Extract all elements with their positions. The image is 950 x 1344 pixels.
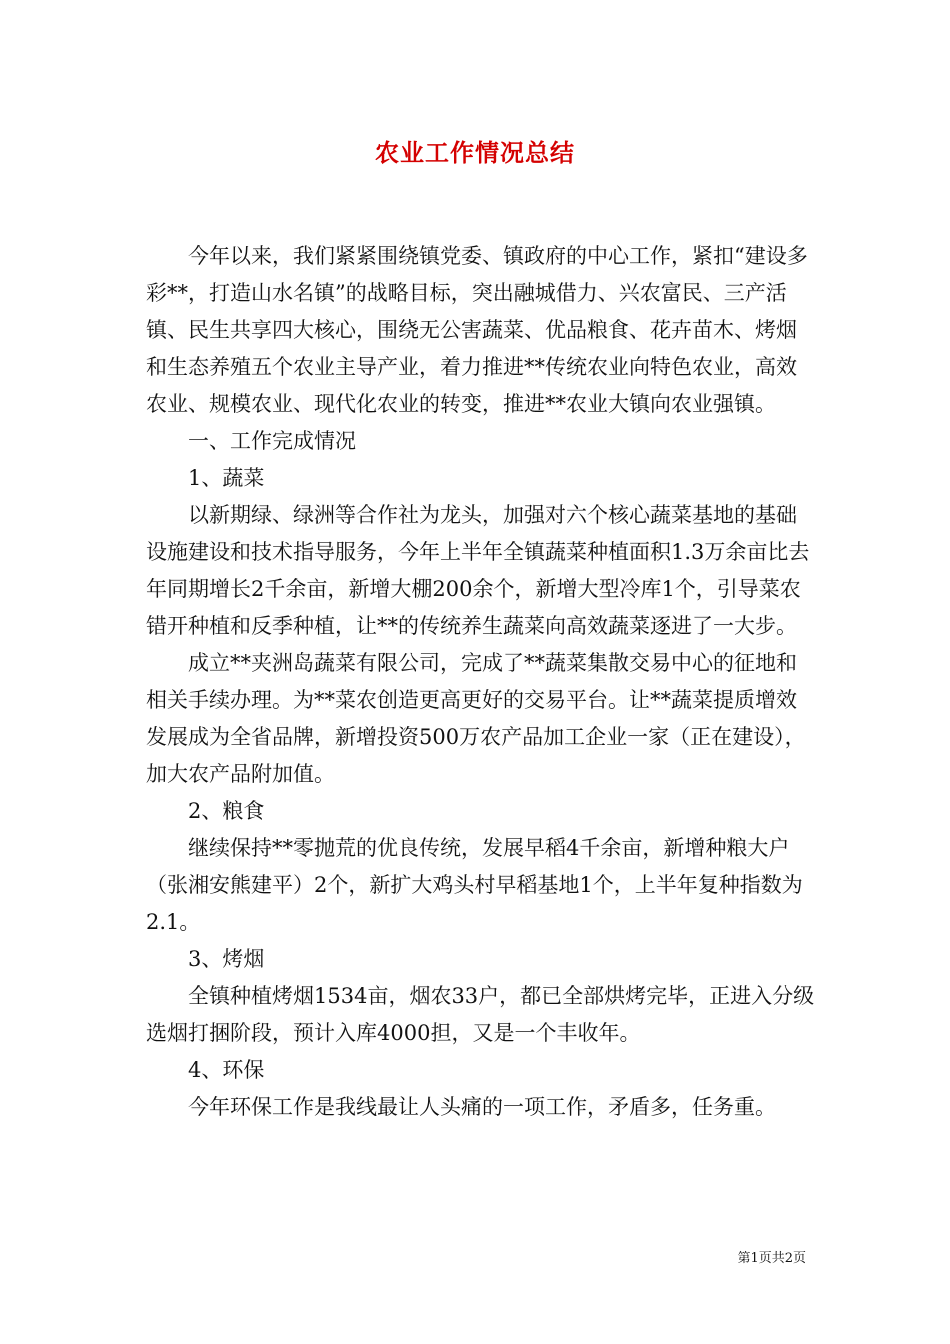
- vegetables-paragraph-1: 以新期绿、绿洲等合作社为龙头，加强对六个核心蔬菜基地的基础设施建设和技术指导服务，今年上半年全镇蔬菜种植面积1.3万余亩比去年同期增长2千余亩，新增大棚200余个，新增大型冷库1个，引导菜农错开种植和反季种植，让**的传统养生蔬菜向高效蔬菜逐进了一大步。: [146, 503, 810, 638]
- subheading-tobacco: 3、烤烟: [188, 947, 265, 971]
- intro-paragraph: 今年以来，我们紧紧围绕镇党委、镇政府的中心工作，紧扣“建设多彩**，打造山水名镇”的战略目标，突出融城借力、兴农富民、三产活镇、民生共享四大核心，围绕无公害蔬菜、优品粮食、花卉苗木、烤烟和生态养殖五个农业主导产业，着力推进**传统农业向特色农业，高效农业、规模农业、现代化农业的转变，推进**农业大镇向农业强镇。: [146, 244, 808, 416]
- document-body: [146, 238, 816, 1126]
- page-number-footer: 第1页共2页: [737, 1251, 806, 1266]
- subheading-vegetables: 1、蔬菜: [188, 466, 265, 490]
- grain-paragraph: 继续保持**零抛荒的优良传统，发展早稻4千余亩，新增种粮大户（张湘安熊建平）2个，新扩大鸡头村早稻基地1个，上半年复种指数为2.1。: [146, 836, 803, 934]
- environment-paragraph: 今年环保工作是我线最让人头痛的一项工作，矛盾多，任务重。: [188, 1095, 776, 1119]
- subheading-environment: 4、环保: [188, 1058, 265, 1082]
- document-title: 农业工作情况总结: [375, 138, 575, 167]
- section-heading-work-completion: 一、工作完成情况: [188, 429, 356, 453]
- tobacco-paragraph: 全镇种植烤烟1534亩，烟农33户，都已全部烘烤完毕，正进入分级选烟打捆阶段，预计入库4000担，又是一个丰收年。: [146, 984, 815, 1045]
- vegetables-paragraph-2: 成立**夹洲岛蔬菜有限公司，完成了**蔬菜集散交易中心的征地和相关手续办理。为**菜农创造更高更好的交易平台。让**蔬菜提质增效发展成为全省品牌，新增投资500万农产品加工企业一家（正在建设），加大农产品附加值。: [146, 651, 806, 786]
- subheading-grain: 2、粮食: [188, 799, 265, 823]
